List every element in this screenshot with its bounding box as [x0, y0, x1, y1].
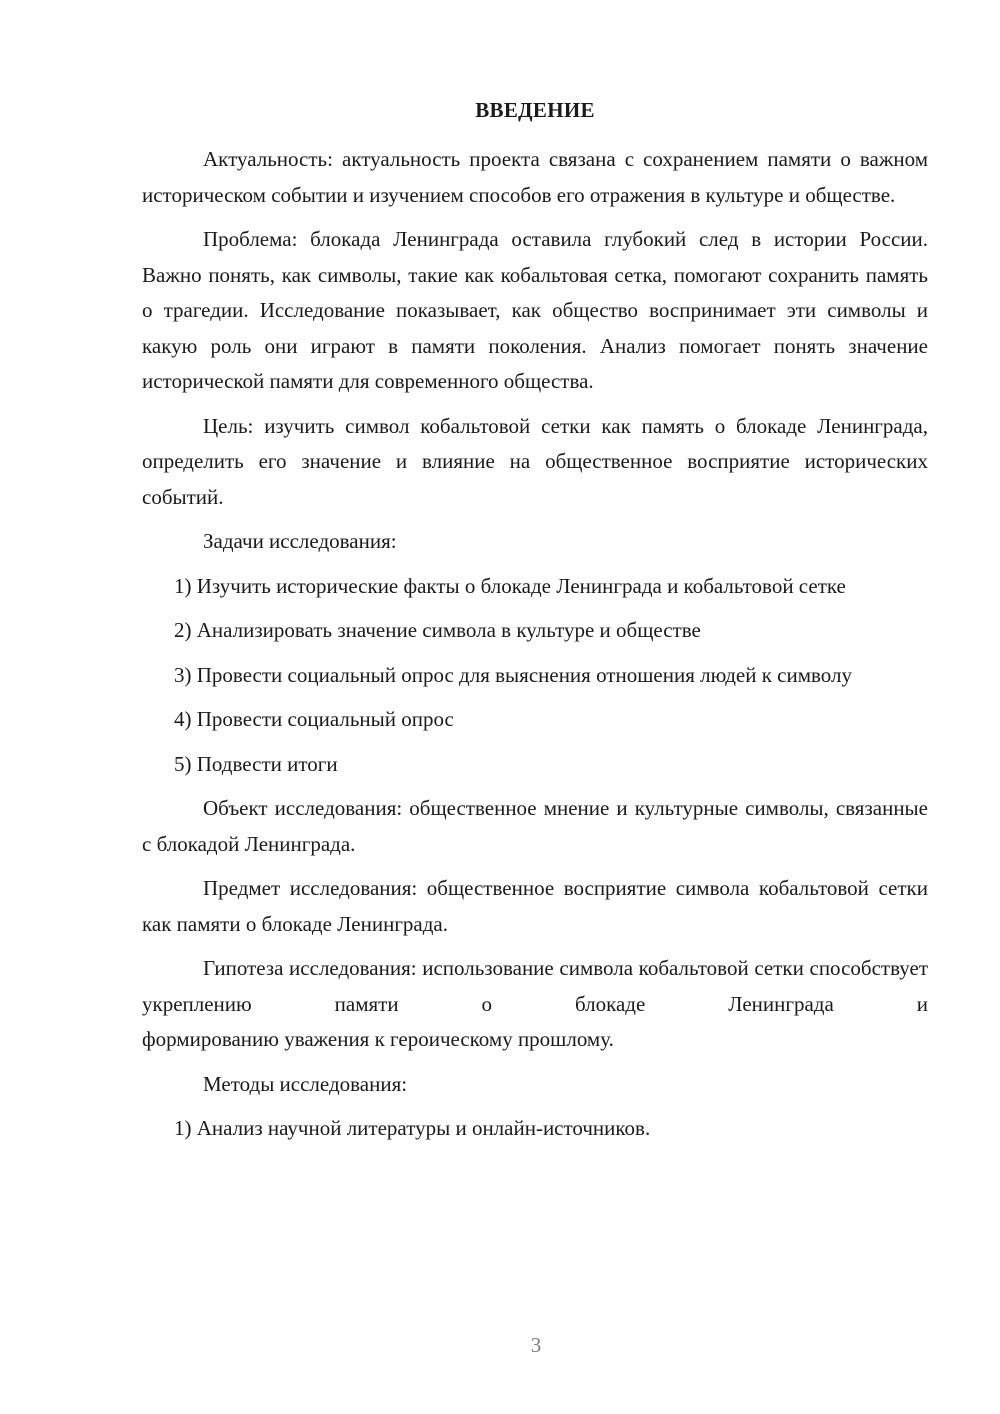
method-item-1: 1) Анализ научной литературы и онлайн-источников. [174, 1116, 651, 1140]
task-item-5: 5) Подвести итоги [174, 751, 338, 776]
hypothesis-paragraph-end: формированию уважения к героическому прошлому. [142, 1027, 614, 1051]
relevance-paragraph: Актуальность: актуальность проекта связана с сохранением памяти о важном историческом событии и изучением способов его отражения в культуре и обществе. [142, 147, 928, 207]
goal-paragraph: Цель: изучить символ кобальтовой сетки как память о блокаде Ленинграда, определить его значение и влияние на общественное восприятие исторических событий. [142, 413, 928, 509]
hypothesis-paragraph-main: Гипотеза исследования: использование символа кобальтовой сетки способствует укреплению памяти о блокаде Ленинграда и [142, 956, 928, 1016]
methods-title: Методы исследования: [203, 1071, 408, 1096]
task-item-4: 4) Провести социальный опрос [174, 707, 454, 731]
task-item-3: 3) Провести социальный опрос для выяснения отношения людей к символу [174, 662, 852, 687]
document-page [142, 92, 928, 1156]
task-item-1: 1) Изучить исторические факты о блокаде Ленинграда и кобальтовой сетке [174, 573, 846, 598]
task-item-2: 2) Анализировать значение символа в культуре и обществе [174, 618, 701, 642]
problem-paragraph: Проблема: блокада Ленинграда оставила глубокий след в истории России. Важно понять, как символы, такие как кобальтовая сетка, помогают сохранить память о трагедии. Исследование показывает, как общество воспринимает эти символы и какую роль они играют в памяти поколения. Анализ помогает понять значение исторической памяти для современного общества. [142, 227, 928, 393]
subject-paragraph: Предмет исследования: общественное восприятие символа кобальтовой сетки как памяти о блокаде Ленинграда. [142, 876, 928, 936]
page-number: 3 [530, 1333, 542, 1357]
tasks-title: Задачи исследования: [203, 529, 397, 553]
section-heading: ВВЕДЕНИЕ [475, 98, 595, 122]
object-paragraph: Объект исследования: общественное мнение и культурные символы, связанные с блокадой Ленинграда. [142, 796, 928, 856]
